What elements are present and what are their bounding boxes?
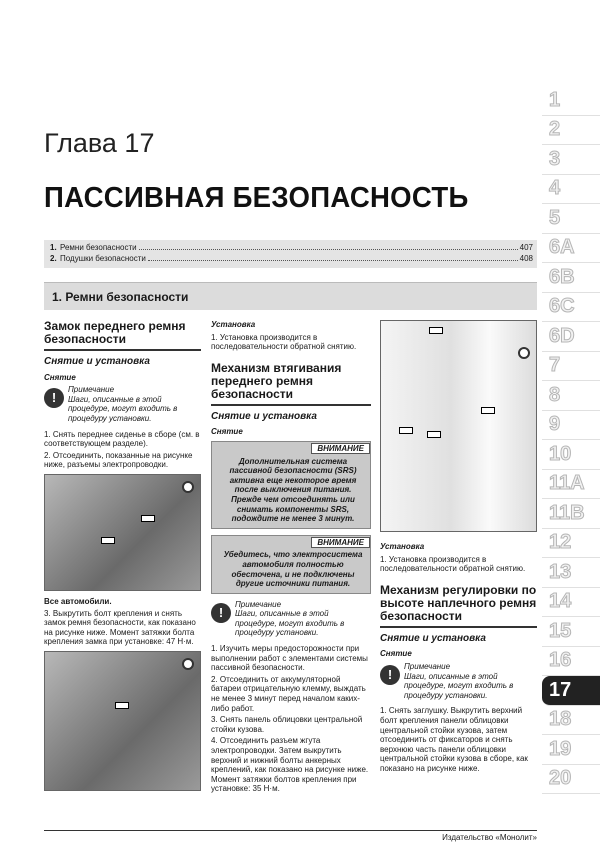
chapter-tab[interactable]: 8 xyxy=(542,381,600,411)
arrow-icon xyxy=(141,515,155,522)
step: 3. Снять панель облицовки центральной стойки кузова. xyxy=(211,715,363,734)
chapter-tab[interactable]: 12 xyxy=(542,529,600,559)
chapter-tabs xyxy=(542,86,600,794)
chapter-tab[interactable]: 6B xyxy=(542,263,600,293)
zoom-badge-icon xyxy=(182,658,194,670)
table-of-contents xyxy=(44,240,537,268)
column-1 xyxy=(44,320,201,795)
buckle-bolt-photo xyxy=(44,651,201,791)
step: 1. Снять заглушку. Выкрутить верхний болт крепления панели облицовки центральной стойки кузова, затем отсоединить от фиксаторов и снять верхнюю часть панели облицовки центральной стойки кузова в сборе, как показано на рисунке ниже. xyxy=(380,706,528,773)
pillar-photo xyxy=(380,320,537,532)
note: ! Примечание Шаги, описанные в этой процедуре, могут входить в процедуру установки. xyxy=(380,662,537,700)
chapter-tab[interactable]: 14 xyxy=(542,588,600,618)
column-3 xyxy=(380,320,537,776)
arrow-icon xyxy=(429,327,443,334)
subheading: Снятие и установка xyxy=(44,356,150,367)
chapter-tab[interactable]: 11A xyxy=(542,470,600,500)
warning-box: ВНИМАНИЕ Убедитесь, что электросистема автомобиля полностью обесточена, и не подключены другие источники питания. xyxy=(211,535,371,594)
chapter-tab[interactable]: 2 xyxy=(542,116,600,146)
chapter-label: Глава 17 xyxy=(44,128,155,158)
chapter-tab[interactable]: 13 xyxy=(542,558,600,588)
chapter-tab[interactable]: 5 xyxy=(542,204,600,234)
chapter-tab[interactable]: 7 xyxy=(542,352,600,382)
exclamation-icon: ! xyxy=(211,603,231,623)
exclamation-icon: ! xyxy=(380,665,400,685)
chapter-tab[interactable]: 3 xyxy=(542,145,600,175)
step: 1. Установка производится в последовательности обратной снятию. xyxy=(211,332,357,352)
zoom-badge-icon xyxy=(182,481,194,493)
arrow-icon xyxy=(481,407,495,414)
chapter-tab[interactable]: 6A xyxy=(542,234,600,264)
label-removal: Снятие xyxy=(380,649,412,659)
chapter-tab[interactable]: 10 xyxy=(542,440,600,470)
note: ! Примечание Шаги, описанные в этой процедуре, могут входить в процедуру установки. xyxy=(211,600,371,638)
label-install: Установка xyxy=(211,320,256,329)
all-cars-label: Все автомобили. xyxy=(44,596,112,606)
heading-retractor: Механизм втягивания переднего ремня безопасности xyxy=(211,362,371,406)
warning-box: ВНИМАНИЕ Дополнительная система пассивной безопасности (SRS) активна еще некоторое время после выключения питания. Прежде чем отсоединять или снимать компоненты SRS, подождите не менее 3 минут. xyxy=(211,441,371,529)
heading-buckle: Замок переднего ремня безопасности xyxy=(44,320,201,351)
note: ! Примечание Шаги, описанные в этой процедуре, могут входить в процедуру установки. xyxy=(44,385,201,423)
chapter-tab[interactable]: 6C xyxy=(542,293,600,323)
chapter-title: ПАССИВНАЯ БЕЗОПАСНОСТЬ xyxy=(44,182,469,214)
label-install: Установка xyxy=(380,542,425,551)
toc-item[interactable]: 2. Подушки безопасности 408 xyxy=(50,254,533,263)
toc-item[interactable]: 1. Ремни безопасности 407 xyxy=(50,243,533,252)
step: 1. Снять переднее сиденье в сборе (см. в соответствующем разделе). xyxy=(44,429,200,449)
chapter-tab[interactable]: 6D xyxy=(542,322,600,352)
chapter-tab[interactable]: 4 xyxy=(542,175,600,205)
label-removal: Снятие xyxy=(211,427,243,437)
step: 3. Выкрутить болт крепления и снять замок ремня безопасности, как показано на рисунке ниже. Момент затяжки болта крепления замка при установке: 47 Н·м. xyxy=(44,608,196,647)
arrow-icon xyxy=(427,431,441,438)
column-2 xyxy=(211,320,371,796)
step: 1. Изучить меры предосторожности при выполнении работ с элементами системы пассивной безопасности. xyxy=(211,644,368,673)
arrow-icon xyxy=(115,702,129,709)
chapter-tab[interactable]: 9 xyxy=(542,411,600,441)
step: 4. Отсоединить разъем жгута электропроводки. Затем выкрутить верхний и нижний болты анкерных креплений, как показано на рисунке ниже. Момент затяжки болтов крепления при установке: 35 Н·м. xyxy=(211,736,369,794)
arrow-icon xyxy=(399,427,413,434)
chapter-tab[interactable]: 1 xyxy=(542,86,600,116)
publisher-footer: Издательство «Монолит» xyxy=(442,833,537,842)
subheading: Снятие и установка xyxy=(380,632,486,644)
chapter-tab[interactable]: 19 xyxy=(542,735,600,765)
subheading: Снятие и установка xyxy=(211,410,317,422)
label-removal: Снятие xyxy=(44,372,76,382)
footer-divider xyxy=(44,830,537,831)
heading-height-adjuster: Механизм регулировки по высоте наплечного ремня безопасности xyxy=(380,584,537,628)
arrow-icon xyxy=(101,537,115,544)
step: 1. Установка производится в последовательности обратной снятию. xyxy=(380,554,526,574)
chapter-tab[interactable]: 11B xyxy=(542,499,600,529)
section-header: 1. Ремни безопасности xyxy=(44,282,537,310)
zoom-badge-icon xyxy=(518,347,530,359)
step: 2. Отсоединить от аккумуляторной батареи отрицательную клемму, выждать не менее 3 минут перед началом каких-либо работ. xyxy=(211,674,366,713)
chapter-tab[interactable]: 18 xyxy=(542,706,600,736)
chapter-tab[interactable]: 17 xyxy=(542,676,600,706)
exclamation-icon: ! xyxy=(44,388,64,408)
step: 2. Отсоединить, показанные на рисунке ниже, разъемы электропроводки. xyxy=(44,450,193,470)
chapter-tab[interactable]: 20 xyxy=(542,765,600,795)
chapter-tab[interactable]: 16 xyxy=(542,647,600,677)
chapter-tab[interactable]: 15 xyxy=(542,617,600,647)
seat-connectors-photo xyxy=(44,474,201,591)
